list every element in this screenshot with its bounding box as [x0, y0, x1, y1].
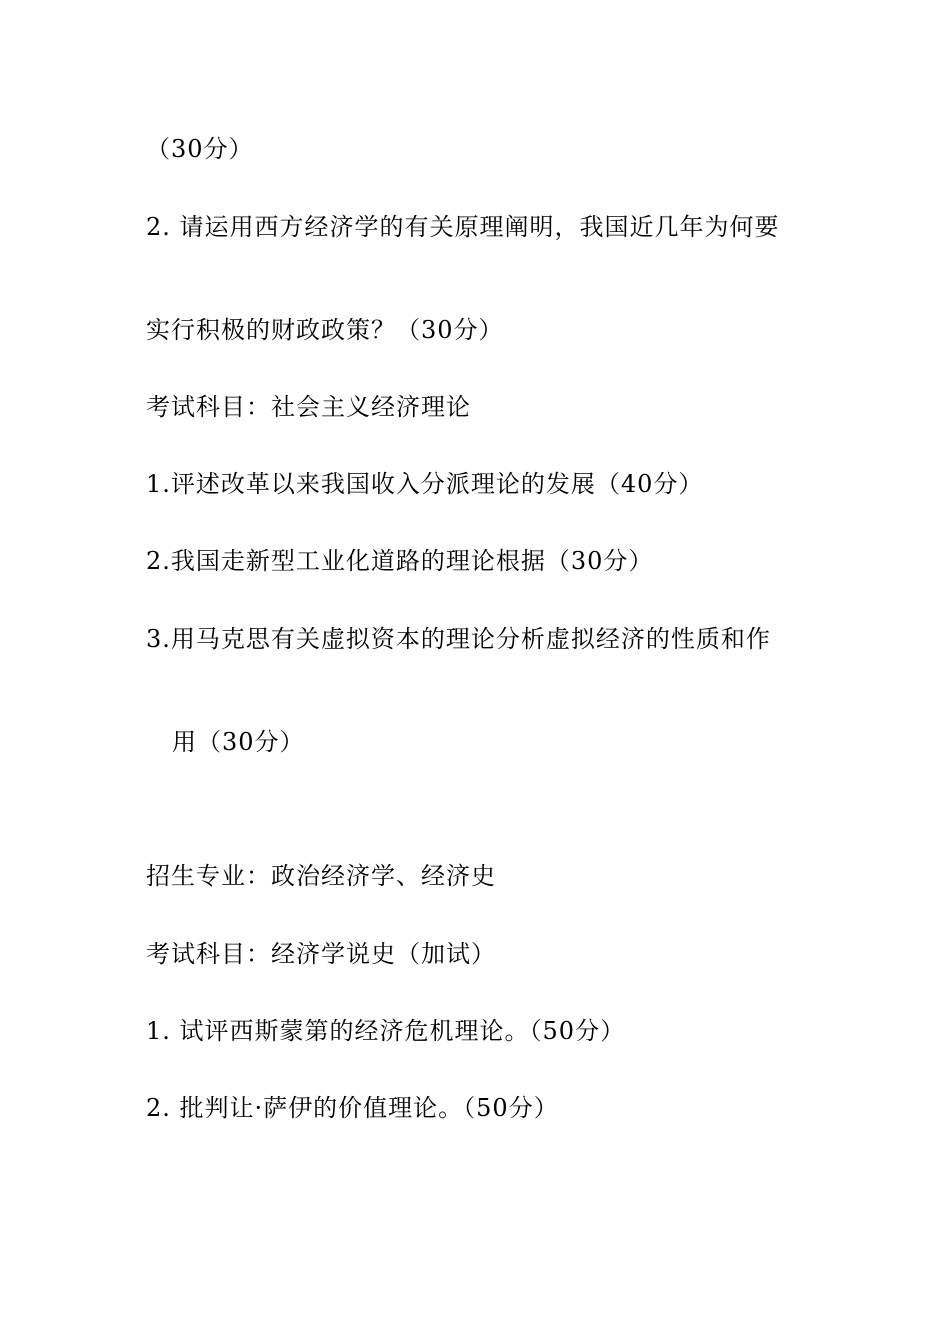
question-line: 1.评述改革以来我国收入分派理论的发展（40分）: [146, 470, 704, 498]
question-line: 实行积极的财政政策？（30分）: [146, 316, 504, 344]
question-line: 1. 试评西斯蒙第的经济危机理论。（50分）: [146, 1017, 626, 1045]
major-heading: 招生专业：政治经济学、经济史: [146, 862, 496, 890]
question-line: 2. 批判让·萨伊的价值理论。（50分）: [146, 1094, 559, 1122]
exam-subject-heading: 考试科目：社会主义经济理论: [146, 393, 471, 421]
question-line: 3.用马克思有关虚拟资本的理论分析虚拟经济的性质和作: [146, 625, 771, 653]
exam-subject-heading: 考试科目：经济学说史（加试）: [146, 940, 496, 968]
question-line: 用（30分）: [172, 728, 305, 756]
question-line: 2. 请运用西方经济学的有关原理阐明，我国近几年为何要: [146, 213, 780, 241]
question-line: 2.我国走新型工业化道路的理论根据（30分）: [146, 547, 654, 575]
score-continuation: （30分）: [146, 135, 254, 163]
